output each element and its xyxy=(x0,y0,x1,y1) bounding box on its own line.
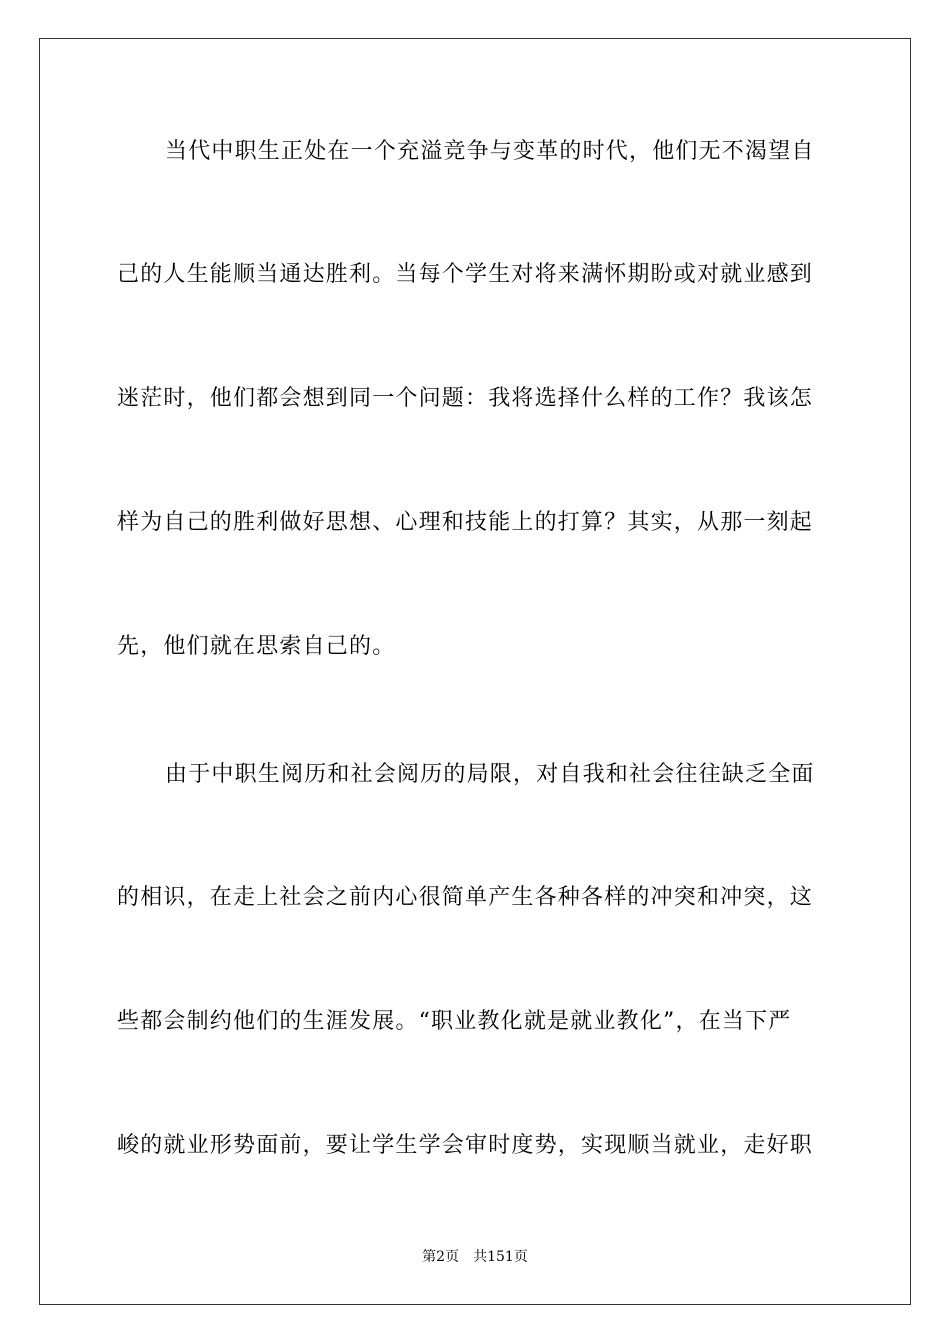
paragraph-2-line-4: 峻的就业形势面前，要让学生学会审时度势，实现顺当就业，走好职 xyxy=(117,1133,814,1158)
paragraph-2-line-1: 由于中职生阅历和社会阅历的局限，对自我和社会往往缺乏全面 xyxy=(165,762,815,787)
page-footer xyxy=(0,1248,950,1266)
paragraph-1-line-3: 迷茫时，他们都会想到同一个问题：我将选择什么样的工作？我该怎 xyxy=(117,386,814,411)
paragraph-1-line-2: 己的人生能顺当通达胜利。当每个学生对将来满怀期盼或对就业感到 xyxy=(117,262,814,287)
paragraph-2-line-2: 的相识，在走上社会之前内心很简单产生各种各样的冲突和冲突，这 xyxy=(117,885,814,910)
paragraph-1-line-4: 样为自己的胜利做好思想、心理和技能上的打算？其实，从那一刻起 xyxy=(117,510,814,535)
paragraph-1-line-5: 先，他们就在思索自己的。 xyxy=(117,634,396,659)
page-border xyxy=(39,38,911,1305)
paragraph-2-line-3: 些都会制约他们的生涯发展。“职业教化就是就业教化”，在当下严 xyxy=(117,1009,792,1034)
page-total: 共151页 xyxy=(473,1249,528,1265)
page-number: 第2页 xyxy=(422,1249,460,1265)
paragraph-1-line-1: 当代中职生正处在一个充溢竞争与变革的时代，他们无不渴望自 xyxy=(165,139,815,164)
